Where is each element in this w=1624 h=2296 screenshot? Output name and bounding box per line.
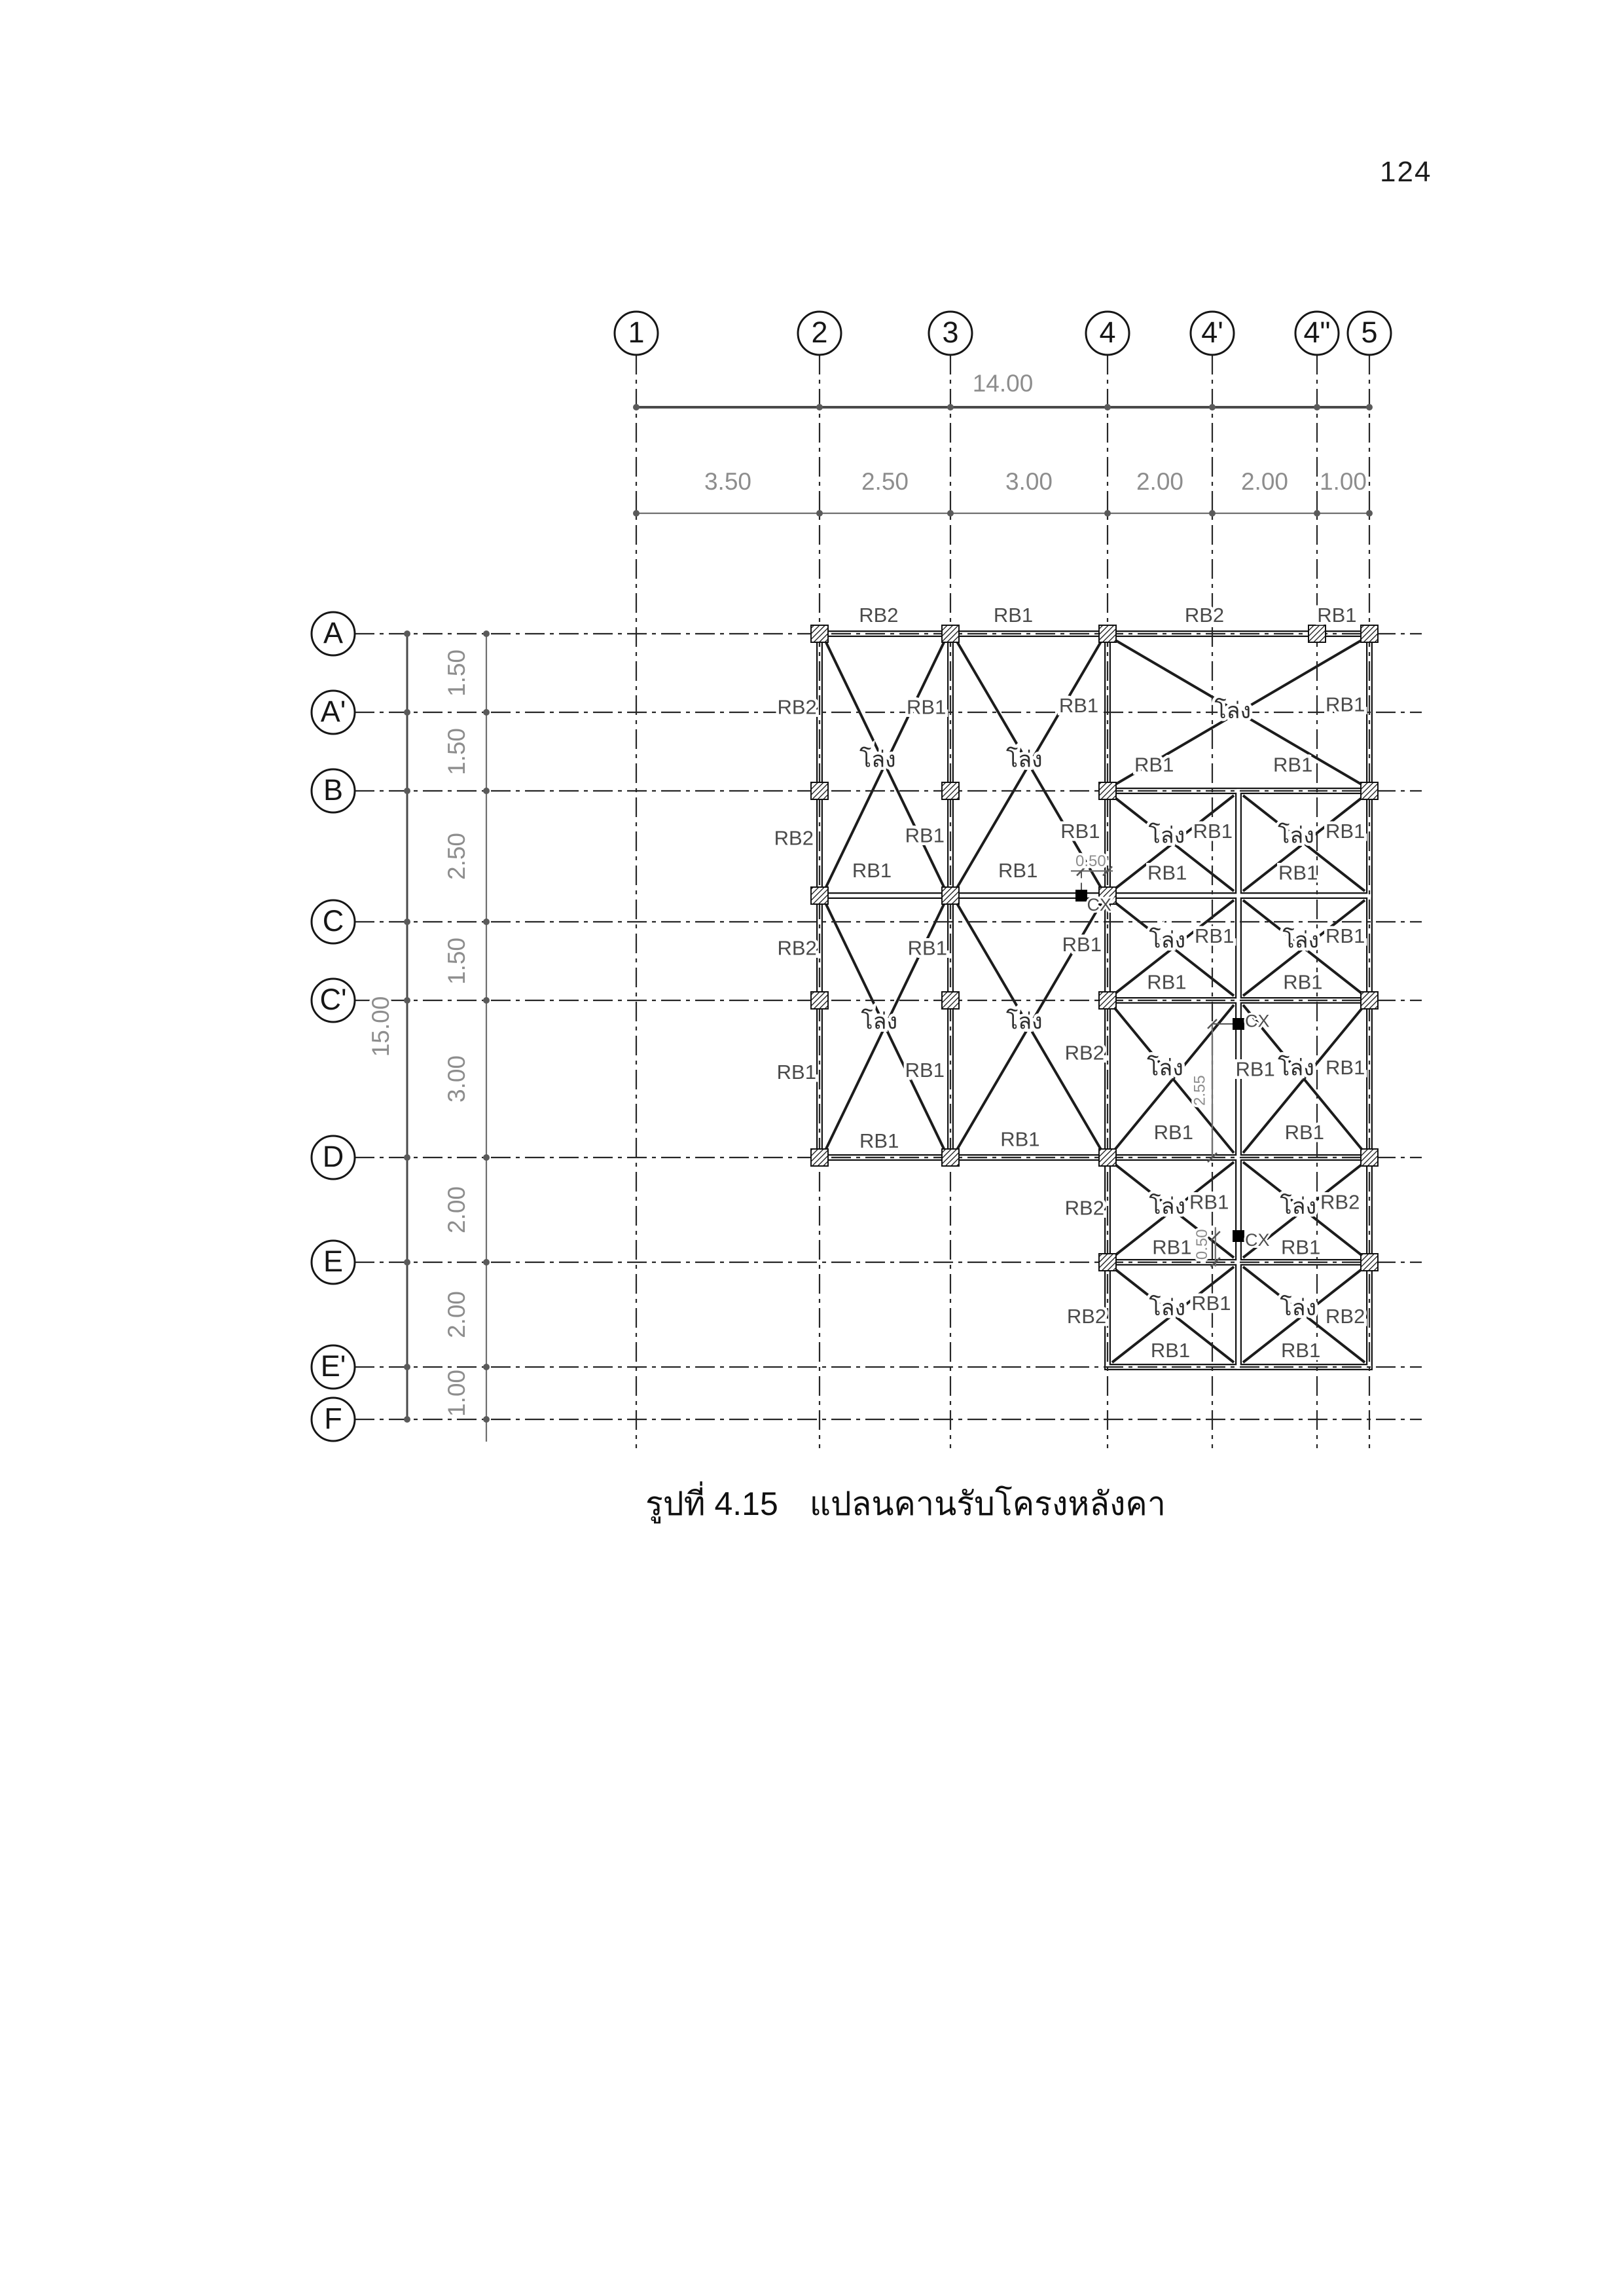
grid-bubble-label: E' xyxy=(320,1349,346,1383)
grid-bubble-label: C xyxy=(322,903,344,938)
beam-label: RB1 xyxy=(1281,1235,1321,1259)
grid-bubble-label: 1 xyxy=(628,315,645,349)
column-marker xyxy=(1361,782,1378,799)
dim-tick xyxy=(1209,404,1216,410)
grid-bubble-col-1 xyxy=(615,312,658,355)
dim-tick xyxy=(404,1154,410,1161)
open-bay-label: โล่ง xyxy=(1149,1295,1186,1321)
column-marker xyxy=(1099,1149,1116,1166)
dim-tick xyxy=(404,630,410,637)
grid-bubble-row-B xyxy=(312,769,355,812)
grid-bubble-row-C xyxy=(312,900,355,943)
dim-tick xyxy=(816,404,823,410)
beam-label: RB2 xyxy=(1064,1196,1104,1220)
open-bay-label: โล่ง xyxy=(1147,1055,1183,1081)
dim-tick xyxy=(1209,510,1216,517)
column-marker xyxy=(1361,992,1378,1009)
open-bay-label: โล่ง xyxy=(859,747,896,773)
dim-segment: 3.50 xyxy=(704,467,752,495)
dim-total-width: 14.00 xyxy=(972,369,1034,397)
dim-tick xyxy=(1104,510,1111,517)
dim-tick xyxy=(633,404,640,410)
beam-label: RB1 xyxy=(1147,861,1187,884)
beam-label: RB2 xyxy=(1326,1304,1365,1328)
dim-tick xyxy=(947,510,954,517)
dim-tick xyxy=(404,1259,410,1266)
beam-label: RB1 xyxy=(776,1061,816,1084)
beam-label: RB1 xyxy=(1147,970,1187,994)
small-dim-value: 0.50 xyxy=(1075,852,1106,871)
dim-segment: 1.50 xyxy=(442,727,470,776)
beam-label: RB1 xyxy=(993,603,1034,627)
column-marker xyxy=(1099,992,1116,1009)
beam-label: RB1 xyxy=(905,824,945,847)
open-bay-label: โล่ง xyxy=(1280,1295,1317,1321)
column-marker xyxy=(1361,1254,1378,1271)
column-marker xyxy=(942,992,959,1009)
grid-bubble-row-A xyxy=(312,612,355,655)
beam-label: RB2 xyxy=(1064,1041,1104,1065)
beam-label: RB2 xyxy=(859,603,899,627)
grid-bubble-col-3 xyxy=(929,312,972,355)
dim-segment: 2.00 xyxy=(442,1290,470,1339)
beam-label: RB1 xyxy=(1191,1291,1231,1315)
column-marker xyxy=(1099,1254,1116,1271)
grid-bubble-col-4 xyxy=(1086,312,1129,355)
dim-segment: 2.00 xyxy=(442,1186,470,1234)
beam-label: RB2 xyxy=(777,936,817,960)
open-bay-label: โล่ง xyxy=(1005,747,1043,773)
beam-label: RB1 xyxy=(1150,1338,1191,1362)
dim-tick xyxy=(483,709,490,716)
column-marker xyxy=(1308,625,1326,642)
dim-tick xyxy=(483,1364,490,1370)
column-marker xyxy=(811,625,828,642)
dim-tick xyxy=(404,709,410,716)
grid-bubble-label: A' xyxy=(320,694,346,728)
open-bay-label: โล่ง xyxy=(1148,823,1185,848)
cx-label: CX xyxy=(1245,1230,1270,1250)
beam-label: RB2 xyxy=(774,826,814,850)
dim-segment: 1.00 xyxy=(1319,467,1367,495)
grid-bubble-label: A xyxy=(323,615,344,649)
grid-bubble-row-E' xyxy=(312,1345,355,1389)
open-bay-label: โล่ง xyxy=(1280,1194,1317,1219)
small-dim-value: 2.55 xyxy=(1191,1075,1209,1106)
beam-label: RB1 xyxy=(1283,970,1323,994)
dim-segment: 1.00 xyxy=(442,1369,470,1417)
grid-bubble-label: E xyxy=(323,1244,344,1278)
dim-segment: 1.50 xyxy=(442,649,470,697)
figure-title: แปลนคานรับโครงหลังคา xyxy=(809,1485,1166,1522)
grid-bubble-label: 3 xyxy=(942,315,959,349)
beam-label: RB1 xyxy=(1060,820,1100,843)
beam-label: RB2 xyxy=(1066,1304,1107,1328)
beam-label: RB1 xyxy=(1195,924,1235,948)
dim-tick xyxy=(404,788,410,794)
beam-label: RB1 xyxy=(1278,861,1318,884)
column-marker xyxy=(942,625,959,642)
dim-tick xyxy=(1366,404,1373,410)
beam-label: RB1 xyxy=(859,1129,899,1152)
beam-label: RB1 xyxy=(1189,1190,1229,1214)
cx-label: CX xyxy=(1245,1011,1270,1031)
grid-lines xyxy=(355,355,1422,1448)
open-bay-label: โล่ง xyxy=(861,1009,898,1034)
beam-label: RB1 xyxy=(1152,1235,1192,1259)
dim-tick xyxy=(483,630,490,637)
column-marker xyxy=(1361,1149,1378,1166)
grid-bubble-col-4' xyxy=(1191,312,1234,355)
beam-label: RB1 xyxy=(1062,932,1102,956)
dim-tick xyxy=(483,1416,490,1423)
dim-segment: 2.00 xyxy=(1136,467,1184,495)
beam-label: RB1 xyxy=(1134,753,1174,776)
dim-tick xyxy=(1314,404,1320,410)
dimensions xyxy=(367,370,1373,1442)
grid-bubble-row-E xyxy=(312,1241,355,1284)
beam-label: RB1 xyxy=(1058,694,1099,718)
beam-label: RB1 xyxy=(907,936,947,960)
dim-tick xyxy=(404,997,410,1004)
column-marker xyxy=(1361,625,1378,642)
beam-label: RB1 xyxy=(1326,1055,1365,1079)
cx-column xyxy=(1075,890,1087,902)
dim-segment: 3.00 xyxy=(442,1055,470,1103)
cx-column xyxy=(1233,1018,1244,1030)
column-marker xyxy=(1099,782,1116,799)
beam-label: RB2 xyxy=(777,695,817,719)
grid-bubble-col-2 xyxy=(798,312,841,355)
beam-label: RB1 xyxy=(1273,753,1313,776)
dim-tick xyxy=(483,919,490,925)
dim-segment: 2.00 xyxy=(1240,467,1289,495)
column-marker xyxy=(942,887,959,904)
dim-segment: 2.50 xyxy=(442,832,470,881)
dim-tick xyxy=(483,1154,490,1161)
dim-tick xyxy=(404,1364,410,1370)
dim-tick xyxy=(947,404,954,410)
column-marker xyxy=(942,1149,959,1166)
figure-number: รูปที่ 4.15 xyxy=(645,1485,778,1522)
grid-bubble-label: F xyxy=(324,1401,342,1435)
dim-tick xyxy=(1104,404,1111,410)
dim-tick xyxy=(1314,510,1320,517)
beam-label: RB1 xyxy=(1153,1121,1193,1144)
beam-label: RB1 xyxy=(1000,1127,1040,1151)
grid-bubble-label: C' xyxy=(319,982,347,1016)
open-bay-label: โล่ง xyxy=(1214,698,1252,723)
beam-label: RB1 xyxy=(998,859,1038,883)
column-marker xyxy=(811,782,828,799)
dim-segment: 3.00 xyxy=(1005,467,1053,495)
grid-bubble-row-D xyxy=(312,1136,355,1179)
grid-bubble-row-F xyxy=(312,1398,355,1441)
dim-tick xyxy=(483,1259,490,1266)
beam-label: RB1 xyxy=(1193,820,1233,843)
grid-bubble-col-5 xyxy=(1348,312,1391,355)
dim-tick xyxy=(633,510,640,517)
beam-label: RB1 xyxy=(1235,1057,1275,1081)
open-bay-label: โล่ง xyxy=(1282,928,1320,953)
grid-bubble-label: 5 xyxy=(1361,315,1378,349)
beam-label: RB1 xyxy=(1326,693,1365,716)
dim-tick xyxy=(816,510,823,517)
beam-label: RB1 xyxy=(905,1058,945,1082)
dim-tick xyxy=(1366,510,1373,517)
cx-label: CX xyxy=(1087,895,1111,915)
column-marker xyxy=(811,992,828,1009)
open-bay-label: โล่ง xyxy=(1278,1055,1314,1081)
grid-bubble-col-4" xyxy=(1295,312,1339,355)
dim-segment: 2.50 xyxy=(861,467,909,495)
dim-segment: 1.50 xyxy=(442,937,470,985)
grid-bubble-row-C' xyxy=(312,979,355,1022)
open-bay-label: โล่ง xyxy=(1278,823,1314,848)
figure-caption xyxy=(645,1478,1166,1530)
grid-bubble-label: 4' xyxy=(1201,315,1223,349)
page-number: 124 xyxy=(1380,156,1432,188)
column-marker xyxy=(811,887,828,904)
beam-label: RB1 xyxy=(907,695,947,719)
dim-tick xyxy=(404,1416,410,1423)
beam-label: RB1 xyxy=(1326,820,1365,843)
dim-tick xyxy=(483,997,490,1004)
column-marker xyxy=(942,782,959,799)
beam-label: RB1 xyxy=(1281,1338,1321,1362)
grid-bubble-label: D xyxy=(322,1139,344,1173)
beam-label: RB2 xyxy=(1184,603,1225,627)
grid-bubble-label: 4" xyxy=(1303,315,1331,349)
dim-tick xyxy=(483,788,490,794)
grid-bubble-row-A' xyxy=(312,691,355,734)
column-marker xyxy=(1099,625,1116,642)
open-bay-label: โล่ง xyxy=(1149,1194,1186,1219)
beam-label: RB1 xyxy=(852,859,892,883)
grid-bubble-label: 4 xyxy=(1099,315,1116,349)
grid-bubble-label: 2 xyxy=(811,315,828,349)
open-bay-label: โล่ง xyxy=(1005,1009,1043,1034)
column-marker xyxy=(811,1149,828,1166)
beam-label: RB1 xyxy=(1326,924,1365,948)
cx-column xyxy=(1233,1230,1244,1242)
dim-tick xyxy=(404,919,410,925)
small-dim-value: 0.50 xyxy=(1193,1229,1211,1260)
dim-total-height: 15.00 xyxy=(367,996,394,1057)
beam-label: RB1 xyxy=(1284,1121,1324,1144)
open-bay-label: โล่ง xyxy=(1149,928,1186,953)
beam-label: RB2 xyxy=(1320,1190,1360,1214)
beam-label: RB1 xyxy=(1317,603,1357,627)
grid-bubble-label: B xyxy=(323,773,344,807)
